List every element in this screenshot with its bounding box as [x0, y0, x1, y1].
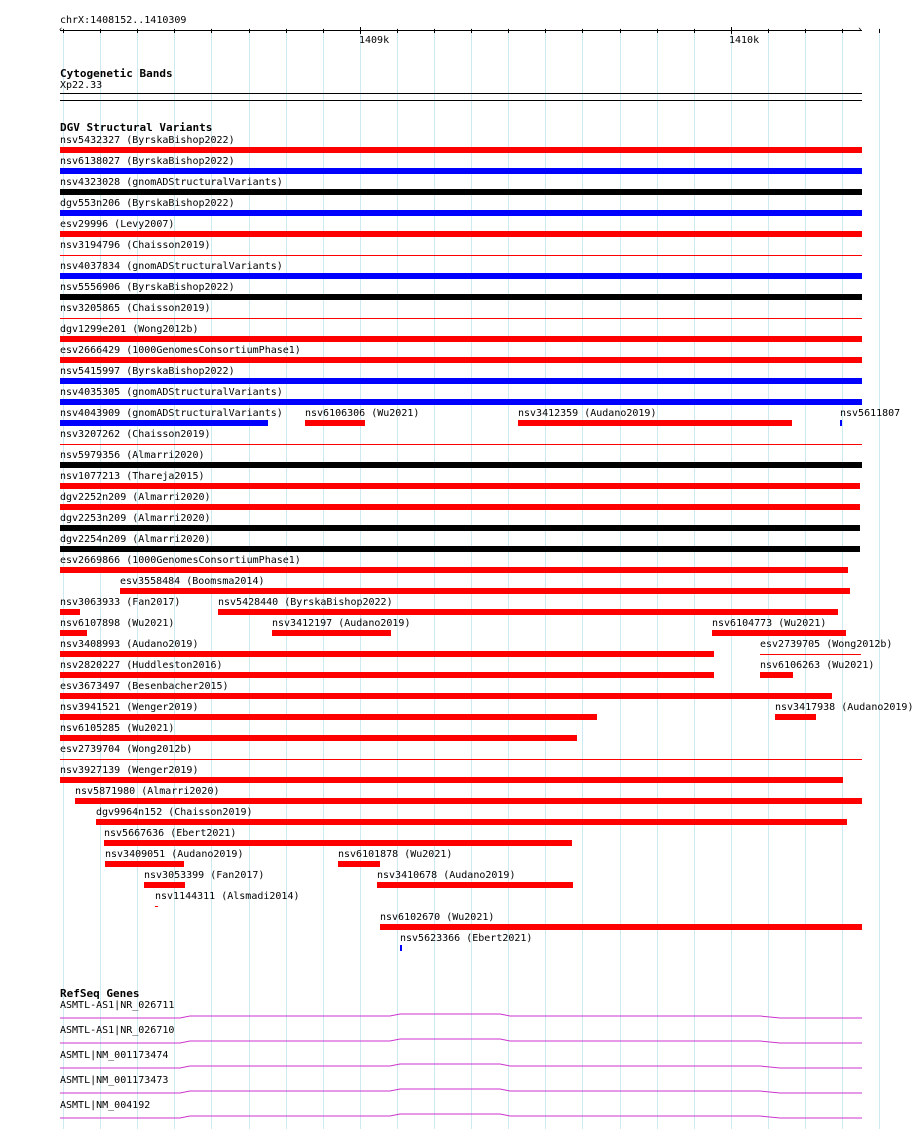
dgv-feature-bar[interactable]	[760, 672, 793, 678]
ruler-tick	[620, 29, 621, 33]
ruler-tick	[323, 29, 324, 33]
dgv-feature-bar[interactable]	[60, 693, 832, 699]
dgv-feature-bar[interactable]	[840, 420, 842, 426]
dgv-feature-label[interactable]: nsv4035305 (gnomADStructuralVariants)	[60, 387, 283, 398]
dgv-feature-label[interactable]: dgv2253n209 (Almarri2020)	[60, 513, 211, 524]
dgv-feature-label[interactable]: nsv3053399 (Fan2017)	[144, 870, 265, 881]
dgv-feature-label[interactable]: dgv553n206 (ByrskaBishop2022)	[60, 198, 235, 209]
ruler-tick	[249, 29, 250, 33]
cytoband-label: Xp22.33	[60, 80, 103, 91]
dgv-feature-bar[interactable]	[775, 714, 816, 720]
dgv-feature-bar[interactable]	[60, 255, 862, 256]
cytoband-track-title[interactable]: Cytogenetic Bands	[60, 67, 173, 80]
ruler-tick	[657, 29, 658, 33]
dgv-feature-bar[interactable]	[60, 672, 714, 678]
dgv-feature-bar[interactable]	[60, 777, 843, 783]
ruler-tick	[731, 27, 732, 34]
dgv-feature-bar[interactable]	[96, 819, 847, 825]
dgv-feature-bar[interactable]	[305, 420, 365, 426]
dgv-feature-label[interactable]: nsv2820227 (Huddleston2016)	[60, 660, 223, 671]
dgv-feature-label[interactable]: nsv5979356 (Almarri2020)	[60, 450, 205, 461]
dgv-feature-bar[interactable]	[60, 567, 848, 573]
dgv-feature-bar[interactable]	[144, 882, 185, 888]
dgv-feature-label[interactable]: nsv3927139 (Wenger2019)	[60, 765, 199, 776]
dgv-feature-label[interactable]: nsv6107898 (Wu2021)	[60, 618, 175, 629]
ruler-tick	[805, 29, 806, 33]
dgv-feature-label[interactable]: nsv4037834 (gnomADStructuralVariants)	[60, 261, 283, 272]
dgv-feature-bar[interactable]	[60, 525, 860, 531]
ruler-tick	[508, 29, 509, 33]
dgv-feature-label[interactable]: esv2669866 (1000GenomesConsortiumPhase1)	[60, 555, 301, 566]
dgv-feature-label[interactable]: nsv5611807	[840, 408, 901, 419]
dgv-feature-bar[interactable]	[338, 861, 380, 867]
refseq-track-title[interactable]: RefSeq Genes	[60, 987, 140, 1000]
dgv-feature-bar[interactable]	[60, 294, 862, 300]
dgv-feature-bar[interactable]	[60, 147, 862, 153]
dgv-feature-label[interactable]: nsv3410678 (Audano2019)	[377, 870, 516, 881]
dgv-feature-label[interactable]: nsv4323028 (gnomADStructuralVariants)	[60, 177, 283, 188]
dgv-feature-label[interactable]: nsv6106306 (Wu2021)	[305, 408, 420, 419]
dgv-track-title[interactable]: DGV Structural Variants	[60, 121, 213, 134]
dgv-feature-label[interactable]: nsv5623366 (Ebert2021)	[400, 933, 533, 944]
dgv-feature-bar[interactable]	[760, 654, 861, 655]
refseq-transcript-label[interactable]: ASMTL-AS1|NR_026710	[60, 1025, 175, 1036]
dgv-feature-label[interactable]: nsv6138027 (ByrskaBishop2022)	[60, 156, 235, 167]
ruler-tick	[286, 29, 287, 33]
ruler-tick	[768, 29, 769, 33]
dgv-feature-label[interactable]: nsv5428440 (ByrskaBishop2022)	[218, 597, 393, 608]
dgv-feature-label[interactable]: nsv3207262 (Chaisson2019)	[60, 429, 211, 440]
dgv-feature-label[interactable]: nsv6101878 (Wu2021)	[338, 849, 453, 860]
dgv-feature-bar[interactable]	[60, 714, 597, 720]
refseq-transcript-label[interactable]: ASMTL|NM_001173474	[60, 1050, 169, 1061]
dgv-feature-label[interactable]: nsv5432327 (ByrskaBishop2022)	[60, 135, 235, 146]
dgv-feature-label[interactable]: nsv3409051 (Audano2019)	[105, 849, 244, 860]
dgv-feature-bar[interactable]	[155, 906, 158, 907]
dgv-feature-bar[interactable]	[120, 588, 850, 594]
dgv-feature-label[interactable]: nsv3063933 (Fan2017)	[60, 597, 181, 608]
dgv-feature-label[interactable]: esv3558484 (Boomsma2014)	[120, 576, 265, 587]
ruler-tick	[174, 29, 175, 33]
dgv-feature-label[interactable]: dgv9964n152 (Chaisson2019)	[96, 807, 253, 818]
dgv-feature-label[interactable]: esv2666429 (1000GenomesConsortiumPhase1)	[60, 345, 301, 356]
dgv-feature-label[interactable]: dgv2252n209 (Almarri2020)	[60, 492, 211, 503]
dgv-feature-label[interactable]: nsv3417938 (Audano2019)	[775, 702, 913, 713]
dgv-feature-label[interactable]: dgv1299e201 (Wong2012b)	[60, 324, 199, 335]
dgv-feature-bar[interactable]	[218, 609, 838, 615]
ruler-tick-label-1409k: 1409k	[359, 35, 390, 46]
dgv-feature-label[interactable]: nsv3941521 (Wenger2019)	[60, 702, 199, 713]
dgv-feature-bar[interactable]	[60, 420, 268, 426]
dgv-feature-bar[interactable]	[60, 483, 860, 489]
refseq-transcript-label[interactable]: ASMTL|NM_004192	[60, 1100, 151, 1111]
ruler-tick	[137, 29, 138, 33]
dgv-feature-label[interactable]: nsv1144311 (Alsmadi2014)	[155, 891, 300, 902]
dgv-feature-bar[interactable]	[272, 630, 391, 636]
ruler-tick	[879, 29, 880, 33]
dgv-feature-label[interactable]: esv2739705 (Wong2012b)	[760, 639, 893, 650]
refseq-transcript-line[interactable]	[60, 1108, 862, 1120]
refseq-transcript-label[interactable]: ASMTL-AS1|NR_026711	[60, 1000, 175, 1011]
ruler-tick	[360, 27, 361, 34]
dgv-feature-bar[interactable]	[60, 444, 862, 445]
dgv-feature-bar[interactable]	[60, 504, 860, 510]
ruler-tick	[397, 29, 398, 33]
dgv-feature-bar[interactable]	[104, 840, 572, 846]
dgv-feature-bar[interactable]	[60, 273, 862, 279]
dgv-feature-label[interactable]: nsv5415997 (ByrskaBishop2022)	[60, 366, 235, 377]
dgv-feature-bar[interactable]	[60, 357, 862, 363]
dgv-feature-label[interactable]: esv29996 (Levy2007)	[60, 219, 175, 230]
refseq-transcript-line[interactable]	[60, 1033, 862, 1045]
gridline	[879, 28, 880, 1129]
dgv-feature-bar[interactable]	[60, 336, 862, 342]
dgv-feature-label[interactable]: nsv3408993 (Audano2019)	[60, 639, 199, 650]
dgv-feature-bar[interactable]	[60, 210, 862, 216]
ruler-tick	[545, 29, 546, 33]
dgv-feature-label[interactable]: nsv6104773 (Wu2021)	[712, 618, 827, 629]
ruler-tick	[211, 29, 212, 33]
refseq-transcript-label[interactable]: ASMTL|NM_001173473	[60, 1075, 169, 1086]
dgv-feature-bar[interactable]	[380, 924, 862, 930]
dgv-feature-label[interactable]: dgv2254n209 (Almarri2020)	[60, 534, 211, 545]
dgv-feature-bar[interactable]	[60, 378, 862, 384]
dgv-feature-bar[interactable]	[60, 735, 577, 741]
dgv-feature-label[interactable]: nsv5556906 (ByrskaBishop2022)	[60, 282, 235, 293]
dgv-feature-label[interactable]: nsv1077213 (Thareja2015)	[60, 471, 205, 482]
dgv-feature-bar[interactable]	[60, 189, 862, 195]
dgv-feature-bar[interactable]	[377, 882, 573, 888]
ruler-tick	[471, 29, 472, 33]
dgv-feature-label[interactable]: nsv4043909 (gnomADStructuralVariants)	[60, 408, 283, 419]
refseq-transcript-line[interactable]	[60, 1008, 862, 1020]
cytoband-top-line	[60, 93, 862, 94]
dgv-feature-bar[interactable]	[105, 861, 184, 867]
dgv-feature-bar[interactable]	[60, 399, 862, 405]
ruler-tick	[582, 29, 583, 33]
ruler-tick	[694, 29, 695, 33]
dgv-feature-bar[interactable]	[60, 168, 862, 174]
dgv-feature-label[interactable]: nsv3412197 (Audano2019)	[272, 618, 411, 629]
ruler-left-arrow-icon: ‹	[58, 25, 64, 35]
dgv-feature-bar[interactable]	[712, 630, 846, 636]
dgv-feature-label[interactable]: nsv3194796 (Chaisson2019)	[60, 240, 211, 251]
dgv-feature-bar[interactable]	[60, 630, 87, 636]
ruler-tick	[842, 29, 843, 33]
ruler-tick	[100, 29, 101, 33]
location-label: chrX:1408152..1410309	[60, 15, 187, 26]
ruler-line	[60, 30, 862, 31]
ruler-tick-label-1410k: 1410k	[729, 35, 760, 46]
dgv-feature-bar[interactable]	[75, 798, 862, 804]
dgv-feature-label[interactable]: nsv3205865 (Chaisson2019)	[60, 303, 211, 314]
dgv-feature-bar[interactable]	[518, 420, 792, 426]
dgv-feature-label[interactable]: nsv6105285 (Wu2021)	[60, 723, 175, 734]
ruler-right-arrow-icon: ›	[857, 25, 863, 35]
dgv-feature-bar[interactable]	[60, 759, 862, 760]
dgv-feature-label[interactable]: nsv6102670 (Wu2021)	[380, 912, 495, 923]
dgv-feature-bar[interactable]	[60, 318, 862, 319]
dgv-feature-bar[interactable]	[400, 945, 402, 951]
ruler-tick	[434, 29, 435, 33]
ruler-tick	[63, 29, 64, 33]
refseq-transcript-line[interactable]	[60, 1058, 862, 1070]
dgv-feature-bar[interactable]	[60, 231, 862, 237]
dgv-feature-label[interactable]: esv2739704 (Wong2012b)	[60, 744, 193, 755]
dgv-feature-label[interactable]: nsv6106263 (Wu2021)	[760, 660, 875, 671]
dgv-feature-label[interactable]: esv3673497 (Besenbacher2015)	[60, 681, 229, 692]
cytoband-bottom-line	[60, 100, 862, 101]
dgv-feature-bar[interactable]	[60, 462, 862, 468]
dgv-feature-label[interactable]: nsv5667636 (Ebert2021)	[104, 828, 237, 839]
refseq-transcript-line[interactable]	[60, 1083, 862, 1095]
dgv-feature-bar[interactable]	[60, 546, 860, 552]
dgv-feature-label[interactable]: nsv3412359 (Audano2019)	[518, 408, 657, 419]
dgv-feature-bar[interactable]	[60, 609, 80, 615]
dgv-feature-label[interactable]: nsv5871980 (Almarri2020)	[75, 786, 220, 797]
dgv-feature-bar[interactable]	[60, 651, 714, 657]
